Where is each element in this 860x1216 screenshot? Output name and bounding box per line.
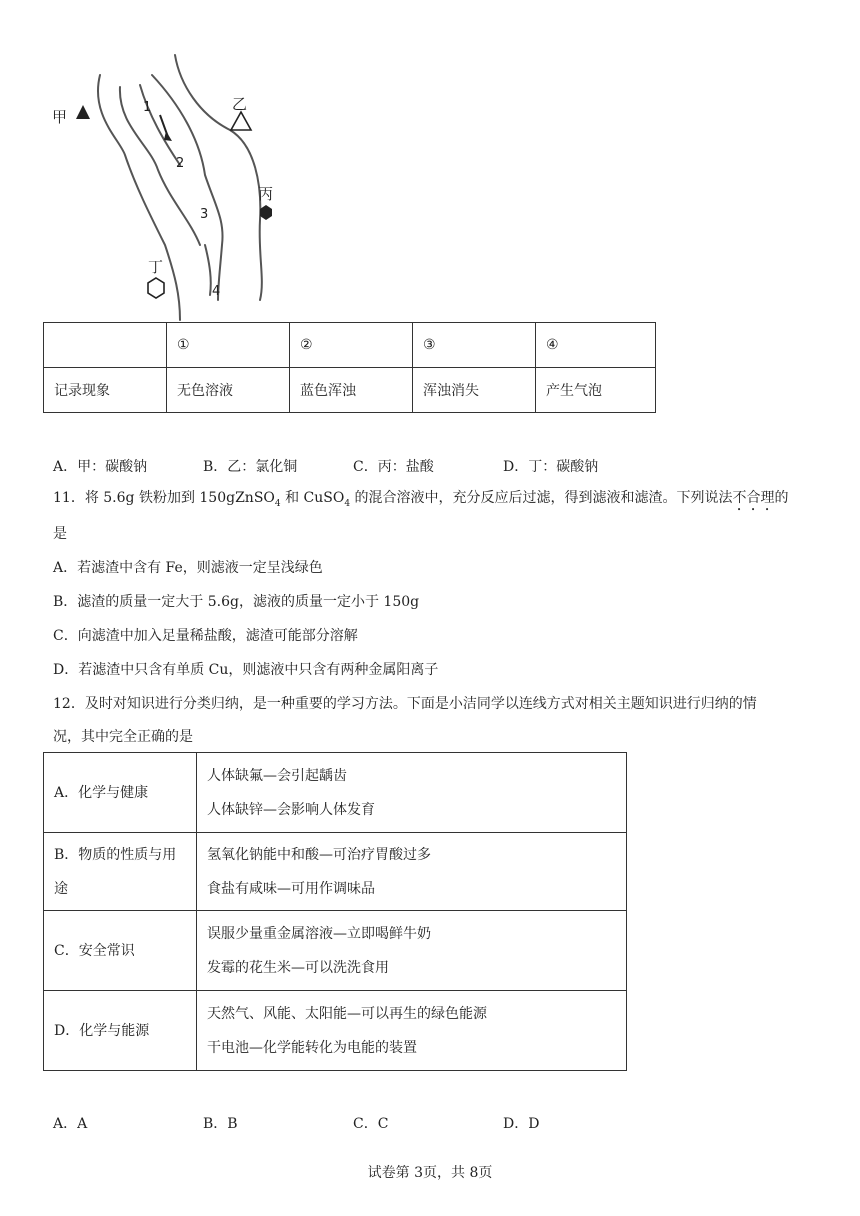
jia-triangle-filled: [76, 105, 90, 119]
q12-stem-line2: 况，其中完全正确的是: [53, 729, 193, 745]
bing-hexagon-filled: [260, 205, 272, 220]
table-row: [44, 991, 627, 1071]
row-items: [197, 753, 627, 833]
label-num-3: 3: [200, 207, 209, 222]
row-label: A．化学与健康: [44, 753, 197, 833]
q10-option-b[interactable]: B．乙：氯化铜: [203, 459, 298, 475]
subscript: 4: [344, 498, 351, 509]
q11-stem-text: 的: [774, 490, 789, 506]
subscript: 4: [274, 498, 281, 509]
row-item: 天然气、风能、太阳能—可以再生的绿色能源: [207, 1005, 487, 1022]
river-bank-tail: [205, 245, 211, 295]
table-cell: ②: [290, 323, 413, 368]
table-cell: 记录现象: [44, 368, 167, 413]
label-ding: 丁: [148, 258, 164, 276]
table-row: [44, 911, 627, 991]
row-items: [197, 833, 627, 911]
table-cell: 无色溶液: [167, 368, 290, 413]
river-bank-left-inner: [120, 87, 200, 245]
flow-arrowhead: [164, 131, 172, 141]
row-items: [197, 991, 627, 1071]
table-cell: ④: [536, 323, 656, 368]
table-row: [44, 833, 627, 911]
row-label: C．安全常识: [44, 911, 197, 991]
row-item: 食盐有咸味—可用作调味品: [207, 880, 375, 897]
table-row: [44, 323, 656, 368]
row-item: 干电池—化学能转化为电能的装置: [207, 1039, 417, 1056]
row-item: 人体缺锌—会影响人体发育: [207, 801, 375, 818]
table-cell: 蓝色浑浊: [290, 368, 413, 413]
table-cell: [44, 323, 167, 368]
row-label: D．化学与能源: [44, 991, 197, 1071]
row-label: B．物质的性质与用途: [44, 833, 197, 911]
q11-stem-text: 和 CuSO: [280, 490, 345, 506]
table-row: [44, 753, 627, 833]
q12-option-b[interactable]: B．B: [203, 1116, 238, 1132]
label-num-2: 2: [176, 156, 185, 171]
q12-stem: 12．及时对知识进行分类归纳，是一种重要的学习方法。下面是小洁同学以连线方式对相关主题知识进行归纳的情: [53, 696, 757, 712]
q11-emphasis: 不合理: [732, 490, 775, 506]
label-bing: 丙: [258, 185, 274, 203]
q12-option-d[interactable]: D．D: [503, 1116, 540, 1132]
q11-stem: [53, 487, 789, 514]
label-jia: 甲: [52, 108, 68, 126]
row-item: 发霉的花生米—可以洗洗食用: [207, 959, 389, 976]
q12-option-c[interactable]: C．C: [353, 1116, 389, 1132]
label-num-1: 1: [143, 100, 152, 115]
q11-option-d[interactable]: D．若滤渣中只含有单质 Cu，则滤液中只含有两种金属阳离子: [53, 662, 439, 678]
q12-option-a[interactable]: A．A: [53, 1116, 88, 1132]
q11-stem-line2: 是: [53, 526, 67, 542]
row-item: 误服少量重金属溶液—立即喝鲜牛奶: [207, 925, 431, 942]
q11-option-b[interactable]: B．滤渣的质量一定大于 5.6g，滤液的质量一定小于 150g: [53, 594, 420, 610]
q10-option-c[interactable]: C．丙：盐酸: [353, 459, 434, 475]
river-bank-left-outer: [98, 75, 180, 320]
label-yi: 乙: [232, 95, 248, 113]
table-cell: 浑浊消失: [413, 368, 536, 413]
table-row: [44, 368, 656, 413]
q11-stem-text: 11．将 5.6g 铁粉加到 150gZnSO: [53, 490, 275, 506]
river-bank-right-outer: [175, 55, 262, 300]
observation-table: [43, 322, 656, 413]
table-cell: ③: [413, 323, 536, 368]
river-bank-right-inner: [140, 85, 180, 165]
yi-triangle-outline: [231, 112, 251, 130]
table-cell: 产生气泡: [536, 368, 656, 413]
q11-stem-text: 的混合溶液中，充分反应后过滤，得到滤液和滤渣。下列说法: [350, 490, 733, 506]
q10-option-d[interactable]: D．丁：碳酸钠: [503, 459, 599, 475]
ding-hexagon-outline: [148, 278, 164, 298]
knowledge-table: [43, 752, 627, 1071]
row-items: [197, 911, 627, 991]
row-item: 氢氧化钠能中和酸—可治疗胃酸过多: [207, 846, 431, 863]
q11-option-a[interactable]: A．若滤渣中含有 Fe，则滤液一定呈浅绿色: [53, 560, 323, 576]
label-num-4: 4: [212, 284, 221, 299]
row-item: 人体缺氟—会引起龋齿: [207, 767, 347, 784]
q10-option-a[interactable]: A．甲：碳酸钠: [53, 459, 148, 475]
table-cell: ①: [167, 323, 290, 368]
page-footer: 试卷第 3页，共 8页: [367, 1165, 493, 1181]
q11-option-c[interactable]: C．向滤渣中加入足量稀盐酸，滤渣可能部分溶解: [53, 628, 358, 644]
